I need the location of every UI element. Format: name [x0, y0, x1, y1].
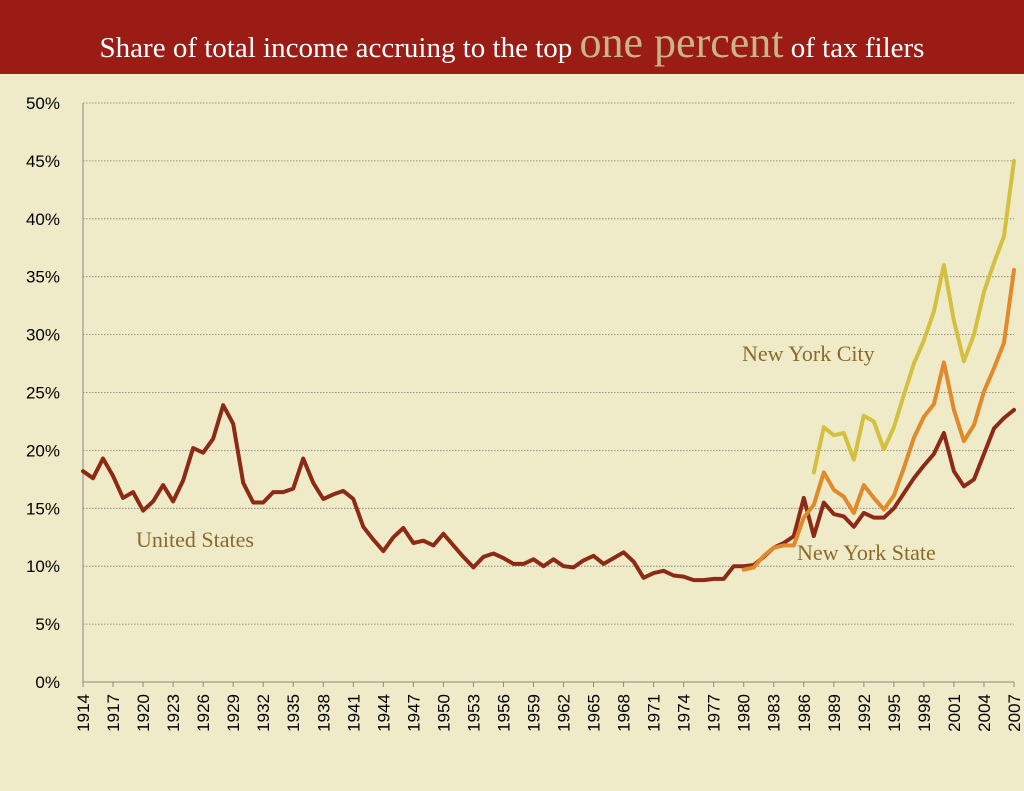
y-tick-label: 45% — [25, 151, 60, 171]
x-tick-label: 1938 — [314, 694, 334, 732]
title-bar — [0, 0, 1024, 74]
y-axis-tick-labels — [26, 94, 60, 692]
series-line-new-york-state — [744, 270, 1014, 570]
x-tick-label: 1998 — [914, 694, 934, 732]
x-tick-label: 1962 — [554, 694, 574, 732]
x-tick-label: 1917 — [104, 694, 124, 732]
y-tick-label: 30% — [25, 325, 60, 345]
label-new-york-city: New York City — [742, 341, 875, 366]
x-tick-label: 1989 — [824, 694, 844, 732]
x-tick-label: 1968 — [614, 694, 634, 732]
label-new-york-state: New York State — [797, 540, 936, 565]
x-tick-label: 1923 — [164, 694, 184, 732]
title-prefix: Share of total income accruing to the top — [99, 32, 573, 64]
x-tick-label: 1956 — [494, 694, 514, 732]
x-tick-label: 1947 — [404, 694, 424, 732]
x-tick-label: 1995 — [884, 694, 904, 732]
x-tick-label: 1953 — [464, 694, 484, 732]
y-tick-label: 10% — [25, 557, 60, 577]
line-chart — [0, 74, 1024, 791]
x-tick-label: 1986 — [794, 694, 814, 732]
y-tick-label: 35% — [25, 267, 60, 287]
x-tick-label: 1971 — [644, 694, 664, 732]
x-tick-label: 1983 — [764, 694, 784, 732]
title-suffix: of tax filers — [790, 32, 925, 64]
y-tick-label: 25% — [25, 383, 60, 403]
x-tick-label: 1941 — [344, 694, 364, 732]
x-tick-label: 1992 — [854, 694, 874, 732]
x-tick-label: 1935 — [284, 694, 304, 732]
series-line-new-york-city — [814, 161, 1014, 473]
x-tick-label: 2007 — [1005, 694, 1024, 732]
gridlines — [83, 103, 1014, 682]
y-tick-label: 5% — [35, 615, 60, 635]
x-tick-label: 1959 — [524, 694, 544, 732]
x-tick-label: 1980 — [734, 694, 754, 732]
series-lines — [83, 161, 1014, 580]
x-tick-label: 1932 — [254, 694, 274, 732]
label-united-states: United States — [136, 527, 254, 552]
x-tick-label: 2001 — [944, 694, 964, 732]
chart-title — [0, 0, 1024, 74]
x-tick-label: 1974 — [674, 694, 694, 732]
y-tick-label: 50% — [25, 94, 60, 113]
title-highlight: one percent — [579, 18, 784, 67]
x-tick-label: 1929 — [224, 694, 244, 732]
x-tick-label: 1926 — [194, 694, 214, 732]
y-tick-label: 20% — [25, 441, 60, 461]
x-tick-label: 1977 — [704, 694, 724, 732]
x-tick-label: 1965 — [584, 694, 604, 732]
x-tick-label: 1950 — [434, 694, 454, 732]
x-axis-tick-labels — [74, 682, 1024, 732]
y-tick-label: 15% — [25, 499, 60, 519]
x-tick-label: 1944 — [374, 694, 394, 732]
y-tick-label: 0% — [35, 673, 60, 692]
x-tick-label: 2004 — [974, 694, 994, 732]
y-tick-label: 40% — [25, 209, 60, 229]
x-tick-label: 1914 — [74, 694, 93, 732]
x-tick-label: 1920 — [134, 694, 154, 732]
